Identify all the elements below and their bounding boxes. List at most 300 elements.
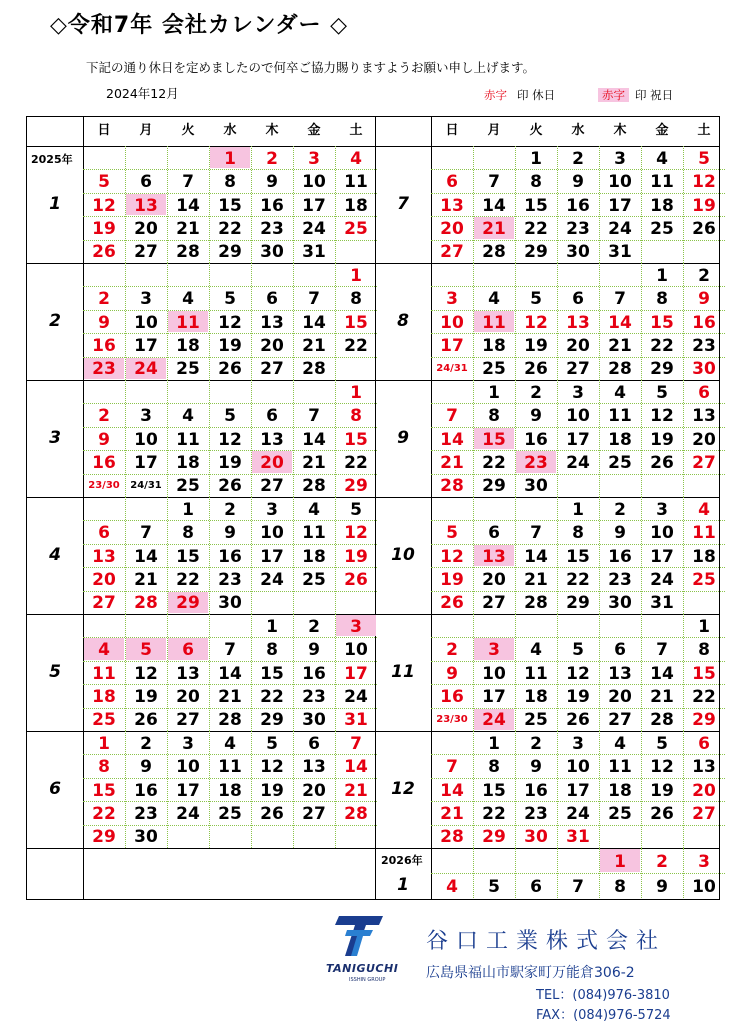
day-m9-5: 5 <box>656 382 668 403</box>
day-m3-21: 21 <box>302 452 326 473</box>
day-m5-30: 30 <box>302 710 326 731</box>
legend-holiday-text: 印 休日 <box>517 88 556 102</box>
day-m2-8: 8 <box>350 289 362 310</box>
day-m6-2: 2 <box>140 733 152 754</box>
day-m2-16: 16 <box>92 335 116 356</box>
day-m11-11: 11 <box>524 663 548 684</box>
day-m4-26: 26 <box>344 569 368 590</box>
day-m1-21: 21 <box>176 218 200 239</box>
day-m2-2: 2 <box>98 289 110 310</box>
day-next-m1-10: 10 <box>692 876 716 897</box>
day-m8-9: 9 <box>698 289 710 310</box>
day-m5-5: 5 <box>140 640 152 661</box>
day-m11-21: 21 <box>650 686 674 707</box>
day-m9-29: 29 <box>482 476 506 497</box>
day-m3-18: 18 <box>176 452 200 473</box>
day-m4-7: 7 <box>140 523 152 544</box>
weekday-header: 金 <box>307 123 321 138</box>
day-m9-20: 20 <box>692 429 716 450</box>
day-m5-1: 1 <box>266 616 278 637</box>
day-m11-9: 9 <box>446 663 458 684</box>
day-m5-12: 12 <box>134 663 158 684</box>
day-m5-18: 18 <box>92 686 116 707</box>
day-m12-13: 13 <box>692 757 716 778</box>
day-m1-9: 9 <box>266 172 278 193</box>
day-m1-7: 7 <box>182 172 194 193</box>
day-m3-28: 28 <box>302 476 326 497</box>
day-m7-6: 6 <box>446 172 458 193</box>
month-label: 1 <box>397 875 409 895</box>
day-m10-15: 15 <box>566 546 590 567</box>
day-m9-16: 16 <box>524 429 548 450</box>
day-m7-30: 30 <box>566 242 590 263</box>
day-m9-6: 6 <box>698 382 710 403</box>
day-m10-16: 16 <box>608 546 632 567</box>
day-m8-19: 19 <box>524 335 548 356</box>
day-m11-3: 3 <box>488 640 500 661</box>
day-m8-13: 13 <box>566 312 590 333</box>
day-m5-2: 2 <box>308 616 320 637</box>
month-label: 4 <box>49 544 61 565</box>
day-m11-26: 26 <box>566 710 590 731</box>
day-m6-20: 20 <box>302 780 326 801</box>
day-m1-30: 30 <box>260 242 284 263</box>
day-m11-15: 15 <box>692 663 716 684</box>
day-m8-28: 28 <box>608 359 632 380</box>
day-m7-18: 18 <box>650 195 674 216</box>
day-m1-8: 8 <box>224 172 236 193</box>
weekday-header: 火 <box>181 123 195 138</box>
day-m10-22: 22 <box>566 569 590 590</box>
weekday-header: 月 <box>139 123 153 138</box>
day-m1-26: 26 <box>92 242 116 263</box>
day-m8-22: 22 <box>650 335 674 356</box>
day-m1-18: 18 <box>344 195 368 216</box>
day-m12-25: 25 <box>608 803 632 824</box>
day-m8-26: 26 <box>524 359 548 380</box>
day-m8-1: 1 <box>656 265 668 286</box>
day-m10-13: 13 <box>482 546 506 567</box>
day-m12-30: 30 <box>524 827 548 848</box>
day-m3-6: 6 <box>266 406 278 427</box>
day-m4-11: 11 <box>302 523 326 544</box>
company-fax: FAX：(084)976-5724 <box>536 1008 671 1023</box>
day-m11-19: 19 <box>566 686 590 707</box>
day-m5-3: 3 <box>350 616 362 637</box>
day-m9-12: 12 <box>650 406 674 427</box>
day-m4-10: 10 <box>260 523 284 544</box>
day-m9-11: 11 <box>608 406 632 427</box>
day-m8-7: 7 <box>614 289 626 310</box>
day-m9-13: 13 <box>692 406 716 427</box>
day-m12-8: 8 <box>488 757 500 778</box>
day-m1-3: 3 <box>308 148 320 169</box>
day-m11-16: 16 <box>440 686 464 707</box>
day-m4-22: 22 <box>176 569 200 590</box>
day-m1-31: 31 <box>302 242 326 263</box>
day-m10-19: 19 <box>440 569 464 590</box>
day-next-m1-4: 4 <box>446 876 458 897</box>
day-m9-30: 30 <box>524 476 548 497</box>
day-m5-16: 16 <box>302 663 326 684</box>
day-m9-21: 21 <box>440 452 464 473</box>
day-m11-13: 13 <box>608 663 632 684</box>
day-next-m1-6: 6 <box>530 876 542 897</box>
day-m7-12: 12 <box>692 172 716 193</box>
day-m11-24: 24 <box>482 710 506 731</box>
day-m10-21: 21 <box>524 569 548 590</box>
day-m10-7: 7 <box>530 523 542 544</box>
day-next-m1-7: 7 <box>572 876 584 897</box>
day-m12-5: 5 <box>656 733 668 754</box>
day-m1-11: 11 <box>344 172 368 193</box>
day-m8-25: 25 <box>482 359 506 380</box>
page-title: ◇令和7年 会社カレンダー ◇ <box>50 13 349 38</box>
issued-date: 2024年12月 <box>106 86 179 101</box>
day-m4-18: 18 <box>302 546 326 567</box>
day-m10-1: 1 <box>572 499 584 520</box>
day-m6-22: 22 <box>92 803 116 824</box>
day-m7-26: 26 <box>692 218 716 239</box>
day-m3-24/31: 24/31 <box>130 480 162 492</box>
day-next-m1-3: 3 <box>698 851 710 872</box>
day-m7-27: 27 <box>440 242 464 263</box>
weekday-header: 日 <box>97 123 111 138</box>
day-m12-24: 24 <box>566 803 590 824</box>
company-address: 広島県福山市駅家町万能倉306-2 <box>426 965 635 981</box>
day-m8-23: 23 <box>692 335 716 356</box>
day-m5-24: 24 <box>344 686 368 707</box>
day-m4-17: 17 <box>260 546 284 567</box>
day-m5-27: 27 <box>176 710 200 731</box>
day-m1-24: 24 <box>302 218 326 239</box>
day-m1-20: 20 <box>134 218 158 239</box>
day-m12-21: 21 <box>440 803 464 824</box>
day-m6-3: 3 <box>182 733 194 754</box>
day-m4-25: 25 <box>302 569 326 590</box>
day-m5-22: 22 <box>260 686 284 707</box>
legend-holiday <box>480 87 555 103</box>
day-m2-13: 13 <box>260 312 284 333</box>
day-m5-13: 13 <box>176 663 200 684</box>
day-m7-15: 15 <box>524 195 548 216</box>
day-m8-11: 11 <box>482 312 506 333</box>
day-m4-6: 6 <box>98 523 110 544</box>
day-m2-18: 18 <box>176 335 200 356</box>
day-next-m1-2: 2 <box>656 851 668 872</box>
day-m4-24: 24 <box>260 569 284 590</box>
day-m11-10: 10 <box>482 663 506 684</box>
day-m10-6: 6 <box>488 523 500 544</box>
legend-national-holiday <box>598 87 673 103</box>
day-m6-1: 1 <box>98 733 110 754</box>
day-m1-29: 29 <box>218 242 242 263</box>
day-m12-31: 31 <box>566 827 590 848</box>
day-m6-7: 7 <box>350 733 362 754</box>
day-m7-21: 21 <box>482 218 506 239</box>
day-m3-9: 9 <box>98 429 110 450</box>
day-m8-18: 18 <box>482 335 506 356</box>
day-m8-12: 12 <box>524 312 548 333</box>
day-m9-28: 28 <box>440 476 464 497</box>
day-m11-6: 6 <box>614 640 626 661</box>
day-m3-14: 14 <box>302 429 326 450</box>
day-m3-26: 26 <box>218 476 242 497</box>
day-m9-14: 14 <box>440 429 464 450</box>
day-m3-27: 27 <box>260 476 284 497</box>
day-m7-11: 11 <box>650 172 674 193</box>
day-m10-3: 3 <box>656 499 668 520</box>
day-next-m1-8: 8 <box>614 876 626 897</box>
day-m10-23: 23 <box>608 569 632 590</box>
day-m3-12: 12 <box>218 429 242 450</box>
day-m1-13: 13 <box>134 195 158 216</box>
day-m5-23: 23 <box>302 686 326 707</box>
day-m9-2: 2 <box>530 382 542 403</box>
day-m8-17: 17 <box>440 335 464 356</box>
day-m9-24: 24 <box>566 452 590 473</box>
next-year-label: 2026年 <box>381 854 423 867</box>
day-m4-28: 28 <box>134 593 158 614</box>
weekday-header: 金 <box>655 123 669 138</box>
day-m2-22: 22 <box>344 335 368 356</box>
day-m8-30: 30 <box>692 359 716 380</box>
day-m3-25: 25 <box>176 476 200 497</box>
day-m7-25: 25 <box>650 218 674 239</box>
day-m1-27: 27 <box>134 242 158 263</box>
day-m10-12: 12 <box>440 546 464 567</box>
day-m6-26: 26 <box>260 803 284 824</box>
day-m11-27: 27 <box>608 710 632 731</box>
day-m5-9: 9 <box>308 640 320 661</box>
day-m5-28: 28 <box>218 710 242 731</box>
day-m10-24: 24 <box>650 569 674 590</box>
day-m2-24: 24 <box>134 359 158 380</box>
day-m9-25: 25 <box>608 452 632 473</box>
legend-holiday-label: 赤字 <box>484 88 507 102</box>
day-m7-22: 22 <box>524 218 548 239</box>
day-m6-17: 17 <box>176 780 200 801</box>
day-m12-11: 11 <box>608 757 632 778</box>
day-m9-26: 26 <box>650 452 674 473</box>
day-m8-6: 6 <box>572 289 584 310</box>
day-m4-13: 13 <box>92 546 116 567</box>
day-m4-19: 19 <box>344 546 368 567</box>
day-m11-18: 18 <box>524 686 548 707</box>
day-m7-28: 28 <box>482 242 506 263</box>
day-m2-19: 19 <box>218 335 242 356</box>
day-next-m1-5: 5 <box>488 876 500 897</box>
day-m10-26: 26 <box>440 593 464 614</box>
day-m6-30: 30 <box>134 827 158 848</box>
day-m10-2: 2 <box>614 499 626 520</box>
day-m3-13: 13 <box>260 429 284 450</box>
day-m12-1: 1 <box>488 733 500 754</box>
day-m9-4: 4 <box>614 382 626 403</box>
day-m2-10: 10 <box>134 312 158 333</box>
day-m3-7: 7 <box>308 406 320 427</box>
day-m4-9: 9 <box>224 523 236 544</box>
day-m10-18: 18 <box>692 546 716 567</box>
day-m10-20: 20 <box>482 569 506 590</box>
weekday-header: 水 <box>571 123 585 138</box>
day-m4-8: 8 <box>182 523 194 544</box>
day-m4-12: 12 <box>344 523 368 544</box>
day-m11-12: 12 <box>566 663 590 684</box>
day-m8-29: 29 <box>650 359 674 380</box>
weekday-header: 月 <box>487 123 501 138</box>
day-m1-22: 22 <box>218 218 242 239</box>
day-m3-2: 2 <box>98 406 110 427</box>
day-m7-4: 4 <box>656 148 668 169</box>
day-m6-15: 15 <box>92 780 116 801</box>
day-m1-25: 25 <box>344 218 368 239</box>
day-m12-16: 16 <box>524 780 548 801</box>
day-m2-26: 26 <box>218 359 242 380</box>
day-m6-11: 11 <box>218 757 242 778</box>
day-m6-6: 6 <box>308 733 320 754</box>
day-m3-20: 20 <box>260 452 284 473</box>
day-m8-8: 8 <box>656 289 668 310</box>
month-label: 2 <box>49 310 61 331</box>
day-m7-8: 8 <box>530 172 542 193</box>
day-m12-7: 7 <box>446 757 458 778</box>
day-m11-20: 20 <box>608 686 632 707</box>
day-m3-8: 8 <box>350 406 362 427</box>
weekday-header: 水 <box>223 123 237 138</box>
day-m6-14: 14 <box>344 757 368 778</box>
day-m10-14: 14 <box>524 546 548 567</box>
day-m5-7: 7 <box>224 640 236 661</box>
day-m11-1: 1 <box>698 616 710 637</box>
day-m4-23: 23 <box>218 569 242 590</box>
calendar-grid <box>26 116 720 900</box>
day-m11-29: 29 <box>692 710 716 731</box>
day-m5-6: 6 <box>182 640 194 661</box>
day-m4-15: 15 <box>176 546 200 567</box>
day-m3-10: 10 <box>134 429 158 450</box>
day-m9-7: 7 <box>446 406 458 427</box>
day-m12-29: 29 <box>482 827 506 848</box>
day-m4-1: 1 <box>182 499 194 520</box>
day-m11-8: 8 <box>698 640 710 661</box>
day-m9-8: 8 <box>488 406 500 427</box>
day-m2-5: 5 <box>224 289 236 310</box>
day-m6-10: 10 <box>176 757 200 778</box>
weekday-header: 火 <box>529 123 543 138</box>
day-m1-17: 17 <box>302 195 326 216</box>
day-m1-19: 19 <box>92 218 116 239</box>
company-tel: TEL：(084)976-3810 <box>536 988 670 1003</box>
day-m3-29: 29 <box>344 476 368 497</box>
day-m12-9: 9 <box>530 757 542 778</box>
day-m5-21: 21 <box>218 686 242 707</box>
day-m4-21: 21 <box>134 569 158 590</box>
day-m4-27: 27 <box>92 593 116 614</box>
day-m1-10: 10 <box>302 172 326 193</box>
day-m9-22: 22 <box>482 452 506 473</box>
notice-text: 下記の通り休日を定めましたので何卒ご協力賜りますようお願い申し上げます。 <box>86 60 536 75</box>
day-m4-29: 29 <box>176 593 200 614</box>
day-m8-21: 21 <box>608 335 632 356</box>
day-m7-9: 9 <box>572 172 584 193</box>
day-m8-24/31: 24/31 <box>436 363 468 375</box>
day-m6-8: 8 <box>98 757 110 778</box>
day-m5-19: 19 <box>134 686 158 707</box>
month-label: 10 <box>391 544 415 565</box>
day-m6-25: 25 <box>218 803 242 824</box>
day-m7-3: 3 <box>614 148 626 169</box>
day-m9-10: 10 <box>566 406 590 427</box>
day-m7-20: 20 <box>440 218 464 239</box>
day-m2-28: 28 <box>302 359 326 380</box>
day-m5-25: 25 <box>92 710 116 731</box>
day-m8-3: 3 <box>446 289 458 310</box>
day-next-m1-9: 9 <box>656 876 668 897</box>
day-m8-16: 16 <box>692 312 716 333</box>
day-m1-6: 6 <box>140 172 152 193</box>
day-m2-7: 7 <box>308 289 320 310</box>
day-m10-4: 4 <box>698 499 710 520</box>
day-m7-1: 1 <box>530 148 542 169</box>
day-m7-23: 23 <box>566 218 590 239</box>
day-m4-2: 2 <box>224 499 236 520</box>
day-m8-20: 20 <box>566 335 590 356</box>
day-m2-6: 6 <box>266 289 278 310</box>
weekday-header: 日 <box>445 123 459 138</box>
day-m6-16: 16 <box>134 780 158 801</box>
day-m9-3: 3 <box>572 382 584 403</box>
day-m12-23: 23 <box>524 803 548 824</box>
day-m4-3: 3 <box>266 499 278 520</box>
day-m2-21: 21 <box>302 335 326 356</box>
day-m2-14: 14 <box>302 312 326 333</box>
brand-name: TANIGUCHI <box>326 962 399 975</box>
weekday-header: 木 <box>613 123 627 138</box>
day-m8-2: 2 <box>698 265 710 286</box>
day-m12-12: 12 <box>650 757 674 778</box>
day-m7-13: 13 <box>440 195 464 216</box>
day-m3-5: 5 <box>224 406 236 427</box>
day-m6-12: 12 <box>260 757 284 778</box>
day-m3-22: 22 <box>344 452 368 473</box>
day-m7-16: 16 <box>566 195 590 216</box>
day-m1-16: 16 <box>260 195 284 216</box>
weekday-header: 土 <box>697 123 711 138</box>
day-m7-17: 17 <box>608 195 632 216</box>
day-m9-15: 15 <box>482 429 506 450</box>
day-m12-26: 26 <box>650 803 674 824</box>
day-m12-17: 17 <box>566 780 590 801</box>
day-m4-14: 14 <box>134 546 158 567</box>
day-m10-5: 5 <box>446 523 458 544</box>
day-m2-27: 27 <box>260 359 284 380</box>
day-m12-28: 28 <box>440 827 464 848</box>
day-m2-4: 4 <box>182 289 194 310</box>
day-m6-5: 5 <box>266 733 278 754</box>
day-m7-14: 14 <box>482 195 506 216</box>
day-m10-31: 31 <box>650 593 674 614</box>
day-m2-3: 3 <box>140 289 152 310</box>
day-m8-14: 14 <box>608 312 632 333</box>
day-m7-24: 24 <box>608 218 632 239</box>
day-m5-4: 4 <box>98 640 110 661</box>
day-m9-18: 18 <box>608 429 632 450</box>
day-m9-17: 17 <box>566 429 590 450</box>
day-m5-14: 14 <box>218 663 242 684</box>
day-m6-13: 13 <box>302 757 326 778</box>
day-m12-10: 10 <box>566 757 590 778</box>
